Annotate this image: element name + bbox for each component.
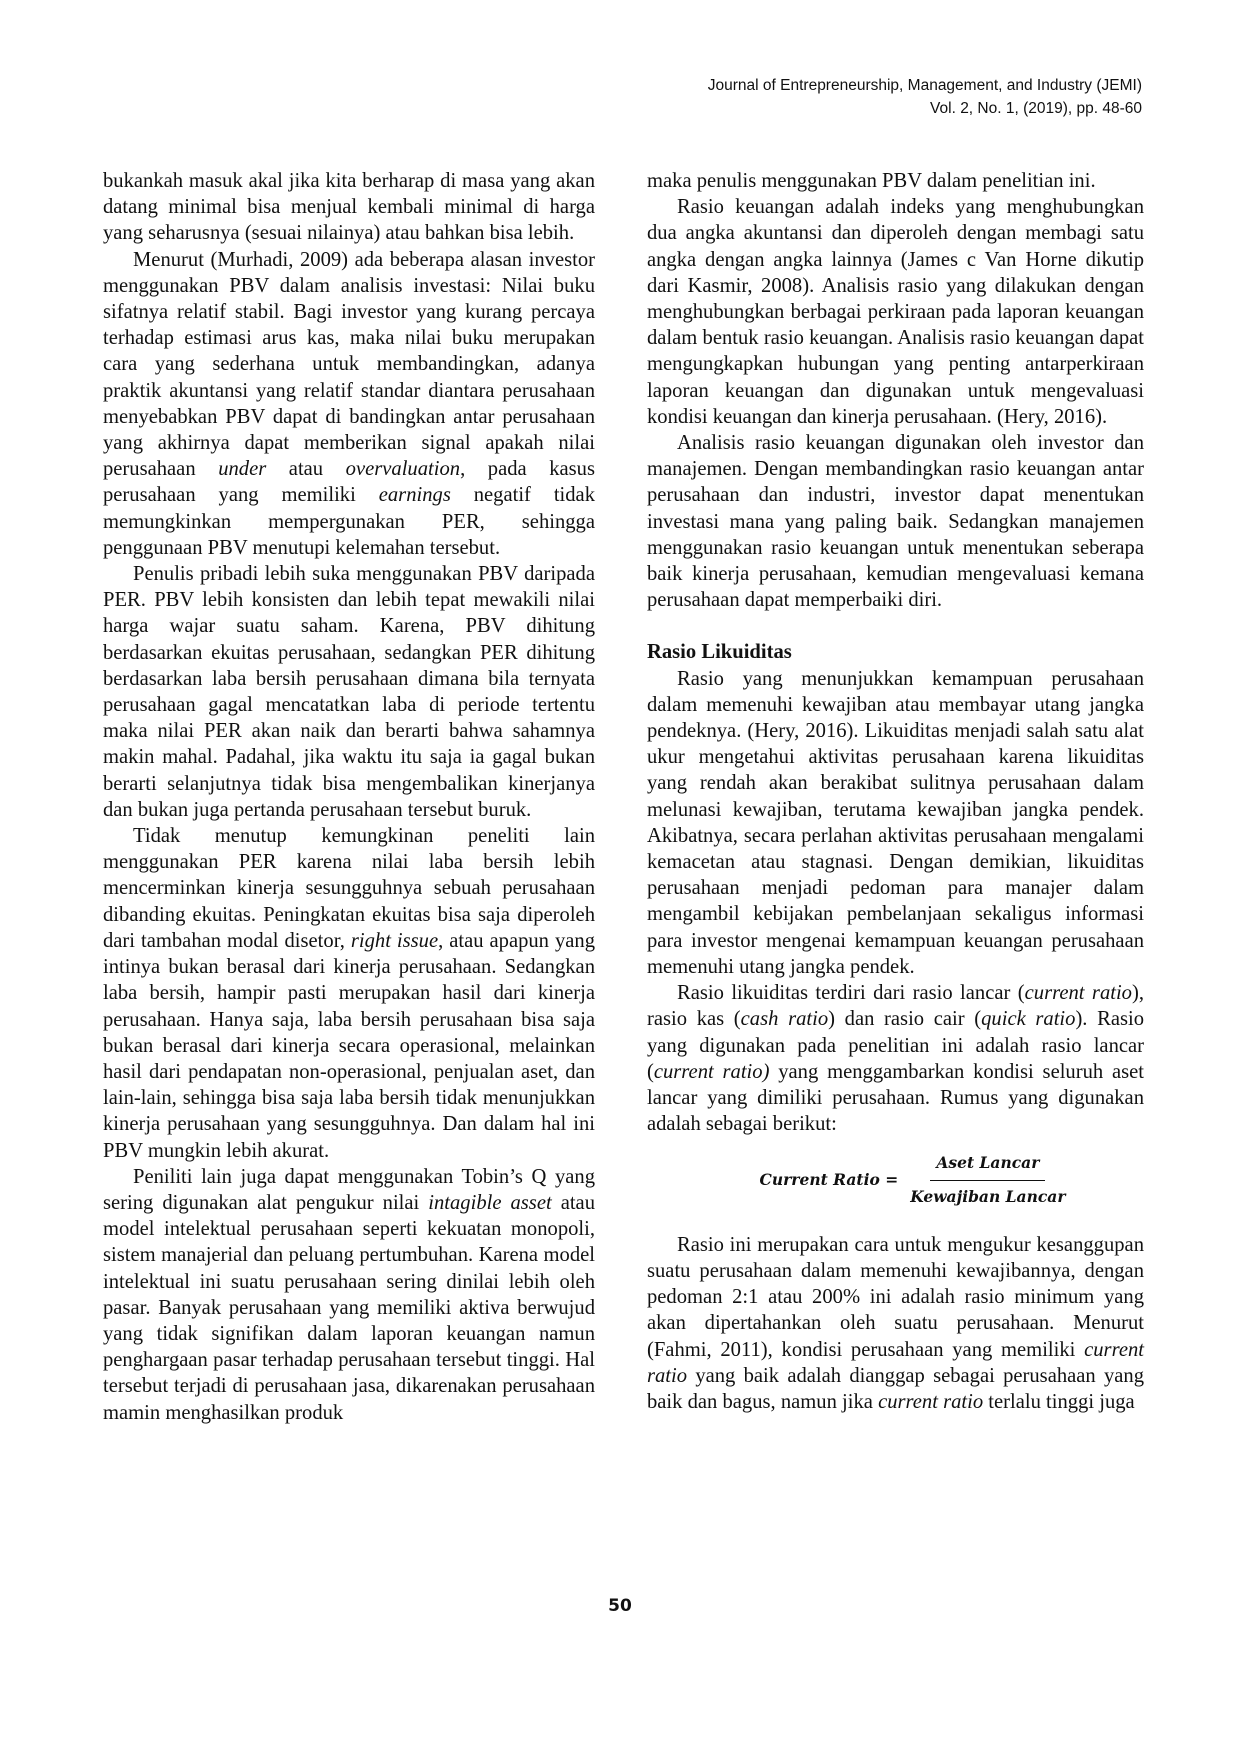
current-ratio-formula [647,1150,1144,1209]
paragraph: Rasio likuiditas terdiri dari rasio lancar (current ratio), rasio kas (cash ratio) dan rasio cair (quick ratio). Rasio yang digunakan pada penelitian ini adalah rasio lancar (current ratio) yang menggambarkan kondisi seluruh aset lancar yang dimiliki perusahaan. Rumus yang digunakan adalah sebagai berikut: [647,982,1145,1136]
page-number: 50 [608,1596,632,1616]
left-column [103,168,595,1426]
right-column [647,168,1144,1415]
paragraph: Rasio keuangan adalah indeks yang menghubungkan dua angka akuntansi dan diperoleh dengan membagi satu angka dengan angka lainnya (James c Van Horne dikutip dari Kasmir, 2008). Analisis rasio yang dilakukan dengan menghubungkan berbagai perkiraan pada laporan keuangan dalam bentuk rasio keuangan. Analisis rasio keuangan dapat mengungkapkan hubungan yang penting antarperkiraan laporan keuangan dan digunakan untuk mengevaluasi kondisi keuangan dan kinerja perusahaan. (Hery, 2016). [647,196,1144,428]
paragraph: bukankah masuk akal jika kita berharap di masa yang akan datang minimal bisa menjual kembali minimal di harga yang seharusnya (sesuai nilainya) atau bahkan bisa lebih. [103,170,595,245]
paragraph: Menurut (Murhadi, 2009) ada beberapa alasan investor menggunakan PBV dalam analisis investasi: Nilai buku sifatnya relatif stabil. Bagi investor yang kurang percaya terhadap estimasi arus kas, maka nilai buku merupakan cara yang sederhana untuk membandingkan, adanya praktik akuntansi yang relatif standar diantara perusahaan menyebabkan PBV dapat di bandingkan antar perusahaan yang akhirnya dapat memberikan signal apakah nilai perusahaan under atau overvaluation, pada kasus perusahaan yang memiliki earnings negatif tidak memungkinkan mempergunakan PER, sehingga penggunaan PBV menutupi kelemahan tersebut. [103,248,595,559]
section-heading: Rasio Likuiditas [647,641,792,664]
journal-title: Journal of Entrepreneurship, Management, and Industry (JEMI) [707,77,1142,94]
paragraph: Tidak menutup kemungkinan peneliti lain menggunakan PER karena nilai laba bersih lebih mencerminkan kinerja sesungguhnya sebuah perusahaan dibanding ekuitas. Peningkatan ekuitas bisa saja diperoleh dari tambahan modal disetor, right issue, atau apapun yang intinya bukan berasal dari kinerja perusahaan. Sedangkan laba bersih, hampir pasti merupakan hasil dari kinerja perusahaan. Hanya saja, laba bersih perusahaan bisa saja bukan berasal dari kinerja secara operasional, melainkan hasil dari pendapatan non-operasional, penjualan aset, dan lain-lain, sehingga bisa saja laba bersih tidak menunjukkan kinerja perusahaan yang sesungguhnya. Dan dalam hal ini PBV mungkin lebih akurat. [103,825,595,1162]
paragraph: Peniliti lain juga dapat menggunakan Tobin’s Q yang sering digunakan alat pengukur nilai intagible asset atau model intelektual perusahaan seperti kekuatan monopoli, sistem manajerial dan peluang pertumbuhan. Karena model intelektual ini suatu perusahaan sering dinilai lebih oleh pasar. Banyak perusahaan yang memiliki aktiva berwujud yang tidak signifikan dalam laporan keuangan namun penghargaan pasar terhadap perusahaan tersebut tinggi. Hal tersebut terjadi di perusahaan jasa, dikarenakan perusahaan mamin menghasilkan produk [103,1165,595,1424]
formula-lhs: Current Ratio = [759,1169,899,1189]
formula-fraction [904,1150,1071,1209]
paragraph: Penulis pribadi lebih suka menggunakan PBV daripada PER. PBV lebih konsisten dan lebih tepat mewakili nilai harga wajar suatu saham. Karena, PBV dihitung berdasarkan ekuitas perusahaan, sedangkan PER dihitung berdasarkan laba bersih perusahaan dimana bila ternyata perusahaan gagal mencatatkan laba di periode tertentu maka nilai PER akan naik dan berarti bahwa sahamnya makin mahal. Padahal, jika waktu itu saja ia gagal bukan berarti selanjutnya tidak bisa mengembalikan kinerjanya dan bukan juga pertanda perusahaan tersebut buruk. [103,563,595,821]
journal-volume: Vol. 2, No. 1, (2019), pp. 48-60 [930,100,1142,117]
paragraph: Analisis rasio keuangan digunakan oleh investor dan manajemen. Dengan membandingkan rasio keuangan antar perusahaan dan industri, investor dapat menentukan investasi mana yang paling baik. Sedangkan manajemen menggunakan rasio keuangan untuk menentukan seberapa baik kinerja perusahaan, kemudian mengevaluasi kemana perusahaan dapat memperbaiki diri. [647,432,1144,612]
paragraph: Rasio yang menunjukkan kemampuan perusahaan dalam memenuhi kewajiban atau membayar utang jangka pendeknya. (Hery, 2016). Likuiditas menjadi salah satu alat ukur mengetahui aktivitas perusahaan karena likuiditas yang rendah akan berakibat sulitnya perusahaan dalam melunasi kewajiban, terutama kewajiban jangka pendek. Akibatnya, secara perlahan aktivitas perusahaan mengalami kemacetan atau stagnasi. Dengan demikian, likuiditas perusahaan menjadi pedoman para manajer dalam mengambil kebijakan pembelanjaan sekaligus informasi para investor mengenai kemampuan keuangan perusahaan memenuhi utang jangka pendek. [647,667,1144,978]
formula-denominator: Kewajiban Lancar [910,1186,1066,1206]
running-header [708,74,1142,120]
paragraph: maka penulis menggunakan PBV dalam penelitian ini. [647,170,1096,192]
formula-numerator: Aset Lancar [930,1150,1045,1180]
paragraph: Rasio ini merupakan cara untuk mengukur kesanggupan suatu perusahaan dalam memenuhi kewajibannya, dengan pedoman 2:1 atau 200% ini adalah rasio minimum yang akan dipertahankan oleh suatu perusahaan. Menurut (Fahmi, 2011), kondisi perusahaan yang memiliki current ratio yang baik adalah dianggap sebagai perusahaan yang baik dan bagus, namun jika current ratio terlalu tinggi juga [647,1233,1144,1413]
